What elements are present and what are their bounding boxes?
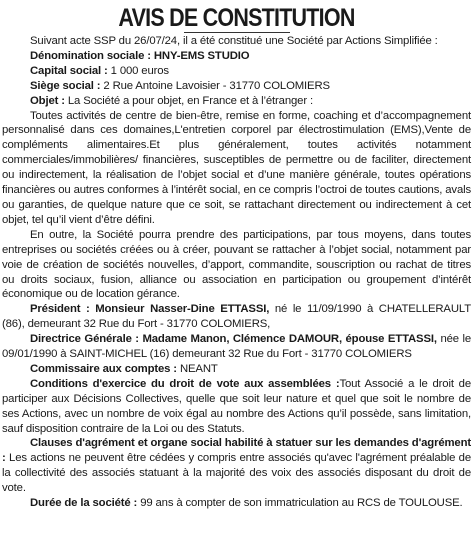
denomination-label: Dénomination sociale : HNY-EMS STUDIO: [30, 49, 250, 62]
president-value: né le 11/09/1990 à CHATELLERAULT (86), demeurant 32 Rue du Fort - 31770 COLOMIERS,: [2, 303, 471, 331]
duree-value: 99 ans à compter de son immatriculation au RCS de TOULOUSE.: [137, 497, 463, 510]
intro-paragraph: Suivant acte SSP du 26/07/24, il a été constitué une Société par Actions Simplifiée :: [30, 35, 438, 47]
objet-label: Objet :: [30, 94, 65, 107]
objet-paragraph-2: En outre, la Société pourra prendre des participations, par tous moyens, dans toutes entreprises ou sociétés créées ou à créer, pouvant se rattacher à l’objet social, notamment par voie de création de sociétés nouvelles, d’apport, commandite, souscription ou rachat de titres ou droits sociaux, fusion, alliance ou association en participation ou groupement d’intérêt économique ou de location gérance.: [2, 228, 471, 301]
capital-line: [2, 64, 471, 79]
siege-value: 2 Rue Antoine Lavoisier - 31770 COLOMIERS: [100, 79, 330, 92]
notice-body: [2, 34, 471, 511]
vote-value: Tout Associé a le droit de participer aux Décisions Collectives, quelle que soit leur nature et quel que soit le nombre de ses Actions, avec un nombre de voix égal au nombre des Actions qu’il possède, sans limitation, sauf disposition contraire de la Loi ou des Statuts.: [2, 377, 472, 435]
agrement-paragraph: [2, 436, 471, 496]
objet-paragraph-1: Toutes activités de centre de bien-être, remise en forme, coaching et d’accompagnement personnalisé dans ces domaines,L'entretien corporel par électrostimulation (EMS),Vente de compléments alimentaires.Et plus généralement, toutes activités notamment commerciales/immobilières/ financières, susceptibles de permettre ou de faciliter, directement ou indirectement, la réalisation de l’objet social et d’une manière générale, toutes opérations financières ou autres conformes à l’intérêt social, en ce compris l’octroi de toutes cautions, avals ou garanties, de quelque nature que ce soit, se rattachant directement ou indirectement à cet objet, tel qu’il vient d’être défini.: [2, 109, 471, 226]
agrement-value: Les actions ne peuvent être cédées y compris entre associés qu'avec l'agrément préalable de la collectivité des associés statuant à la majorité des voix des associés disposant du droit de vote.: [2, 452, 471, 495]
capital-value: 1 000 euros: [107, 64, 169, 77]
objet-line: [2, 94, 471, 109]
title-underline: [184, 32, 290, 33]
commissaires-value: NEANT: [176, 362, 218, 375]
siege-label: Siège social :: [30, 79, 101, 92]
duree-paragraph: [2, 496, 471, 511]
dg-value: née le 09/01/1990 à SAINT-MICHEL (16) demeurant 32 Rue du Fort - 31770 COLOMIERS: [2, 333, 471, 361]
dg-label: Directrice Générale : Madame Manon, Clémence DAMOUR, épouse ETTASSI,: [30, 333, 437, 346]
vote-label: Conditions d'exercice du droit de vote aux assemblées :: [30, 377, 340, 390]
dg-paragraph: [2, 332, 471, 362]
capital-label: Capital social :: [30, 64, 108, 77]
objet-value: La Société a pour objet, en France et à l’étranger :: [64, 94, 313, 107]
siege-line: [2, 79, 471, 94]
duree-label: Durée de la société :: [30, 497, 138, 510]
commissaires-label: Commissaire aux comptes :: [30, 362, 177, 375]
notice-title: AVIS DE CONSTITUTION: [118, 4, 355, 32]
president-paragraph: [2, 302, 471, 332]
commissaires-line: [2, 362, 471, 377]
denomination-line: [2, 49, 471, 64]
vote-paragraph: [2, 377, 471, 437]
president-label: Président : Monsieur Nasser-Dine ETTASSI,: [30, 303, 270, 316]
agrement-label: Clauses d'agrément et organe social habilité à statuer sur les demandes d'agrément :: [2, 437, 471, 465]
